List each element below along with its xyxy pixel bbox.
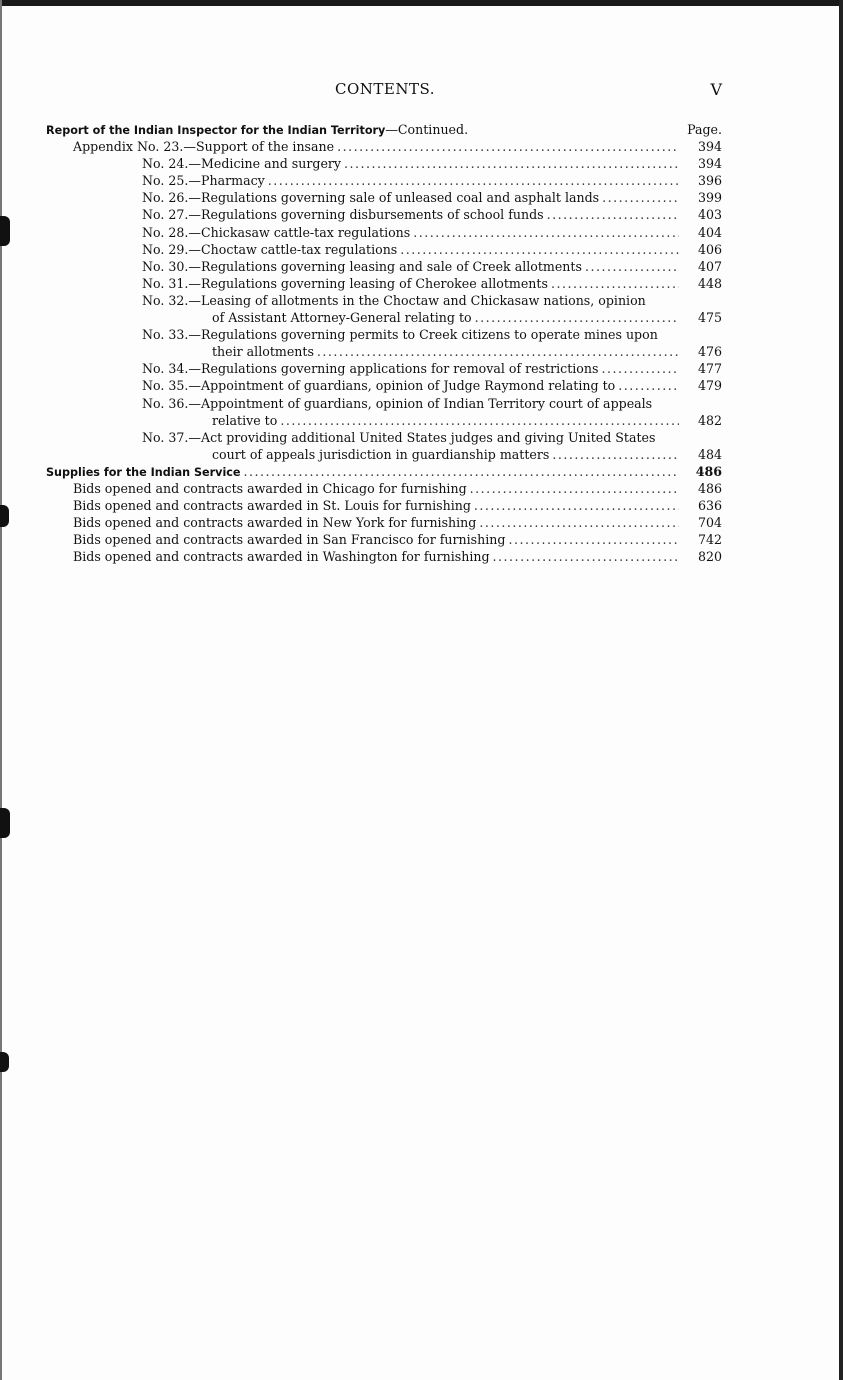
toc-entry-text [46,326,658,343]
table-of-contents [46,121,722,565]
toc-entry [46,155,722,172]
toc-entry-title: —Support of the insane [183,139,335,155]
toc-entry-number: No. 25. [142,173,189,189]
toc-entry [46,514,722,531]
toc-page-number: 403 [697,207,722,223]
toc-entry-text [46,172,265,189]
section-heading [46,121,722,138]
toc-page-number: 636 [697,498,722,514]
toc-entry-continuation [46,309,722,326]
page-title: CONTENTS. [335,80,435,98]
toc-entry [46,241,722,258]
toc-entry-text [46,292,646,309]
toc-entry-text [46,395,652,412]
toc-entry-title: Bids opened and contracts awarded in St. Louis for furnishing [73,498,471,514]
scan-right-edge [839,0,843,1380]
toc-entry [46,206,722,223]
toc-entry [46,395,722,412]
toc-page-number: 486 [697,480,722,496]
toc-entry-text [46,138,334,155]
toc-entry-continuation [46,446,722,463]
toc-page-number: 394 [697,156,722,172]
toc-entry [46,429,722,446]
toc-page-number: 482 [697,412,722,428]
toc-entry-text [46,224,410,241]
toc-entry-number: No. 36. [142,395,189,411]
toc-entry-text [46,275,548,292]
section-heading [46,463,722,480]
dot-leader [344,155,679,172]
toc-page-number: 394 [697,139,722,155]
dot-leader [493,548,679,565]
toc-entry-title: —Chickasaw cattle-tax regulations [188,224,411,240]
toc-page-number: 475 [697,310,722,326]
toc-entry-number: No. 33. [142,327,189,343]
toc-entry [46,138,722,155]
toc-page-number: 704 [697,515,722,531]
toc-entry-title: —Regulations governing leasing of Cherokee allotments [188,275,548,291]
toc-page-number: 407 [697,258,722,274]
dot-leader [474,497,679,514]
toc-entry-title: Bids opened and contracts awarded in New York for furnishing [73,515,477,531]
toc-entry-text [46,155,341,172]
toc-entry-text [46,206,544,223]
toc-entry [46,531,722,548]
dot-leader [280,412,679,429]
binding-mark [0,216,10,246]
toc-entry [46,172,722,189]
toc-entry-title: —Regulations governing disbursements of school funds [188,207,544,223]
dot-leader [552,446,679,463]
appendix-list [46,138,722,463]
toc-entry-number: No. 27. [142,207,189,223]
toc-entry-number: No. 35. [142,378,189,394]
dot-leader [400,241,679,258]
toc-entry [46,360,722,377]
toc-entry-title-cont: court of appeals jurisdiction in guardianship matters [212,446,550,462]
toc-entry-text [46,360,598,377]
toc-page-number: 399 [697,190,722,206]
toc-entry-title: —Regulations governing sale of unleased coal and asphalt lands [188,190,600,206]
toc-entry-title: —Leasing of allotments in the Choctaw and Chickasaw nations, opinion [188,292,646,308]
toc-entry [46,377,722,394]
toc-entry [46,497,722,514]
toc-entry [46,292,722,309]
toc-entry [46,224,722,241]
toc-page-number: 486 [695,463,722,479]
toc-entry [46,275,722,292]
toc-entry [46,189,722,206]
dot-leader [547,206,679,223]
toc-page-number: 820 [697,549,722,565]
dot-leader [551,275,679,292]
toc-entry-continuation [46,412,722,429]
dot-leader [508,531,679,548]
dot-leader [479,514,679,531]
dot-leader [585,258,679,275]
toc-page-number: 479 [697,378,722,394]
toc-entry [46,548,722,565]
binding-mark [0,808,10,838]
toc-entry-title: —Medicine and surgery [188,156,342,172]
toc-entry-number: No. 31. [142,275,189,291]
dot-leader [602,189,679,206]
toc-entry-number: No. 34. [142,361,189,377]
toc-entry-title: Bids opened and contracts awarded in San Francisco for furnishing [73,532,506,548]
toc-page-number: 742 [697,532,722,548]
dot-leader [601,360,679,377]
toc-entry-title: —Pharmacy [188,173,265,189]
toc-entry-continuation [46,343,722,360]
toc-entry-number: No. 30. [142,258,189,274]
binding-mark [0,1052,9,1072]
page-header [46,80,724,102]
toc-entry-text [46,241,397,258]
toc-entry-title: Bids opened and contracts awarded in Washington for furnishing [73,549,490,565]
dot-leader [337,138,679,155]
page-number: V [710,80,722,99]
toc-entry-number: No. 32. [142,292,189,308]
toc-entry-title-cont: their allotments [212,344,314,360]
toc-page-number: 404 [697,224,722,240]
binding-mark [0,505,9,527]
toc-entry-title: —Regulations governing applications for removal of restrictions [188,361,599,377]
toc-entry-title: —Appointment of guardians, opinion of Indian Territory court of appeals [188,395,653,411]
toc-entry-text [46,189,599,206]
toc-entry-title: —Appointment of guardians, opinion of Judge Raymond relating to [188,378,616,394]
section-heading-title: Supplies for the Indian Service [46,465,241,479]
toc-page-number: 476 [697,344,722,360]
toc-entry-title-cont: relative to [212,412,278,428]
toc-entry-title-cont: of Assistant Attorney-General relating to [212,310,472,326]
dot-leader [413,224,679,241]
toc-entry-title: —Regulations governing leasing and sale of Creek allotments [188,258,582,274]
toc-page-number: 396 [697,173,722,189]
dot-leader [475,309,679,326]
dot-leader [317,343,679,360]
toc-entry [46,258,722,275]
toc-entry [46,326,722,343]
toc-page-number: 448 [697,275,722,291]
dot-leader [618,377,679,394]
toc-entry-number: No. 23. [137,139,184,155]
appendix-label: Appendix [73,139,133,155]
toc-entry-title: —Act providing additional United States judges and giving United States [188,429,656,445]
section-heading-suffix: —Continued. [385,122,469,137]
toc-entry-title: —Regulations governing permits to Creek citizens to operate mines upon [188,327,658,343]
toc-entry-title: Bids opened and contracts awarded in Chicago for furnishing [73,480,467,496]
toc-entry [46,480,722,497]
toc-entry-number: No. 37. [142,429,189,445]
dot-leader [268,172,679,189]
toc-entry-text [46,258,582,275]
toc-entry-title: —Choctaw cattle-tax regulations [188,241,398,257]
toc-page-number: 406 [697,241,722,257]
dot-leader [244,463,680,480]
scan-top-edge [0,0,843,6]
toc-entry-number: No. 24. [142,156,189,172]
toc-page-number: 477 [697,361,722,377]
toc-entry-number: No. 26. [142,190,189,206]
toc-entry-number: No. 29. [142,241,189,257]
toc-entry-text [46,429,655,446]
toc-entry-text [46,377,615,394]
toc-page-number: 484 [697,446,722,462]
supplies-list [46,480,722,565]
section-heading-title: Report of the Indian Inspector for the Indian Territory [46,124,386,137]
dot-leader [470,480,679,497]
toc-entry-number: No. 28. [142,224,189,240]
page-column-label: Page. [687,122,722,137]
scan-left-edge [0,0,2,1380]
